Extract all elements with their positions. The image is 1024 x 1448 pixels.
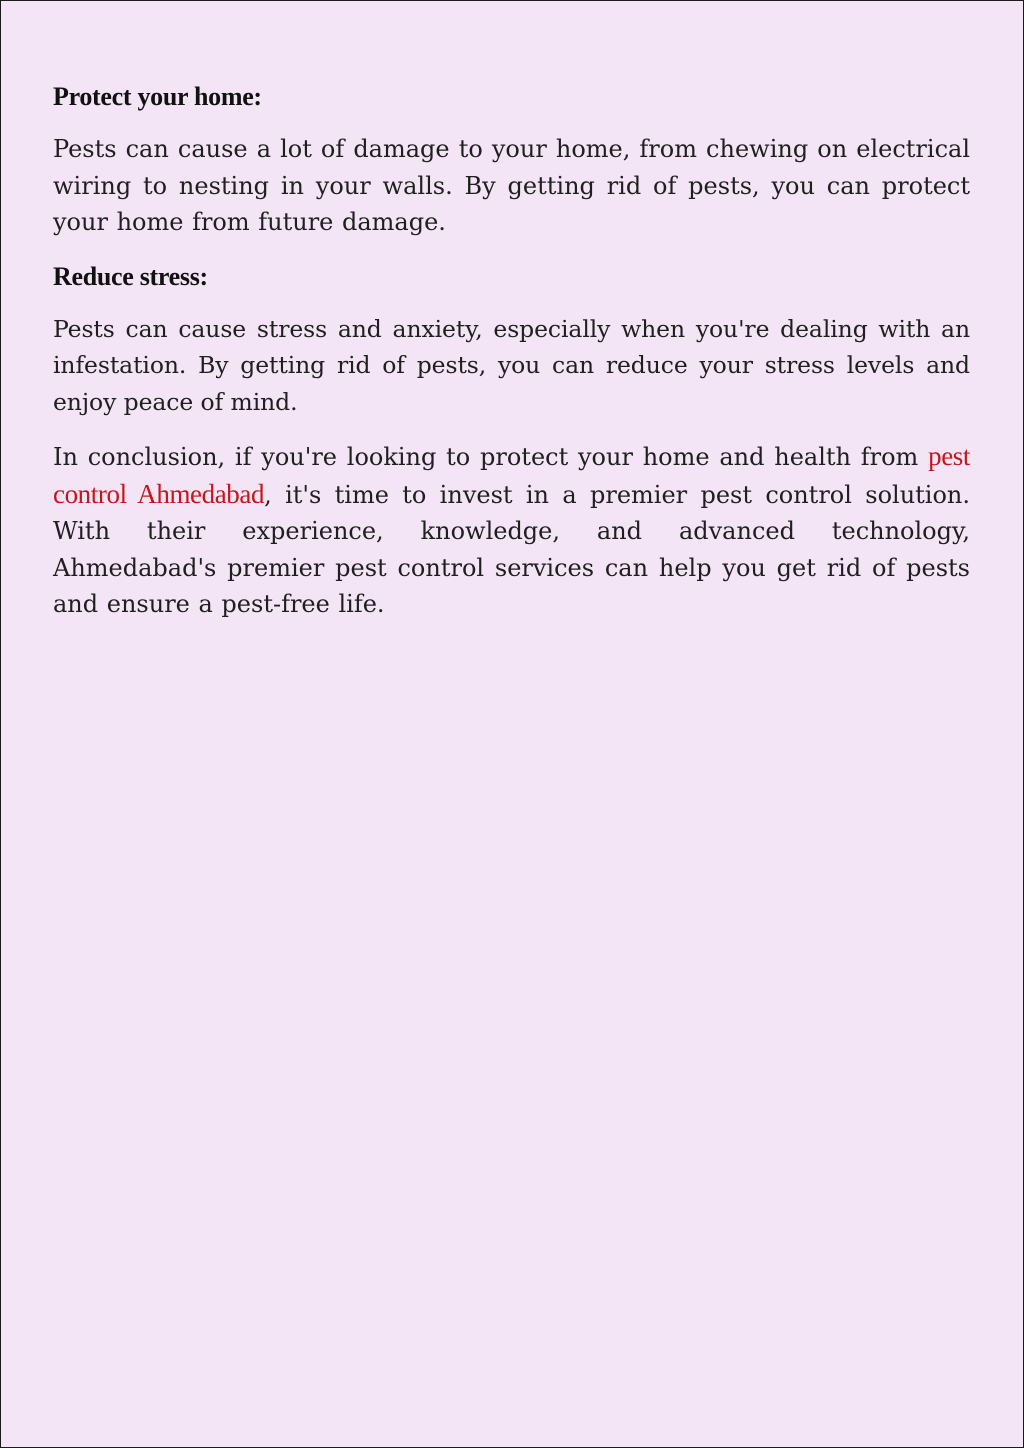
conclusion-text-after-link: , it's time to invest in a premier pest control solution. With their experience, knowledge, and advanced technology, Ahmedabad's premier pest control services can help you get rid of pests and ensure a pest-free life. bbox=[53, 480, 971, 618]
conclusion-paragraph bbox=[53, 438, 970, 623]
pest-control-ahmedabad-link[interactable]: pest control Ahmedabad bbox=[53, 441, 970, 509]
section-body-reduce-stress: Pests can cause stress and anxiety, especially when you're dealing with an infestation. By getting rid of pests, you can reduce your stress levels and enjoy peace of mind. bbox=[53, 314, 970, 416]
section-heading-reduce-stress: Reduce stress: bbox=[53, 261, 208, 291]
document-content bbox=[53, 79, 970, 641]
conclusion-text-before-link: In conclusion, if you're looking to protect your home and health from bbox=[53, 443, 929, 471]
section-body-protect-home: Pests can cause a lot of damage to your home, from chewing on electrical wiring to nesting in your walls. By getting rid of pests, you can protect your home from future damage. bbox=[53, 135, 970, 236]
section-heading-protect-home: Protect your home: bbox=[53, 82, 262, 111]
